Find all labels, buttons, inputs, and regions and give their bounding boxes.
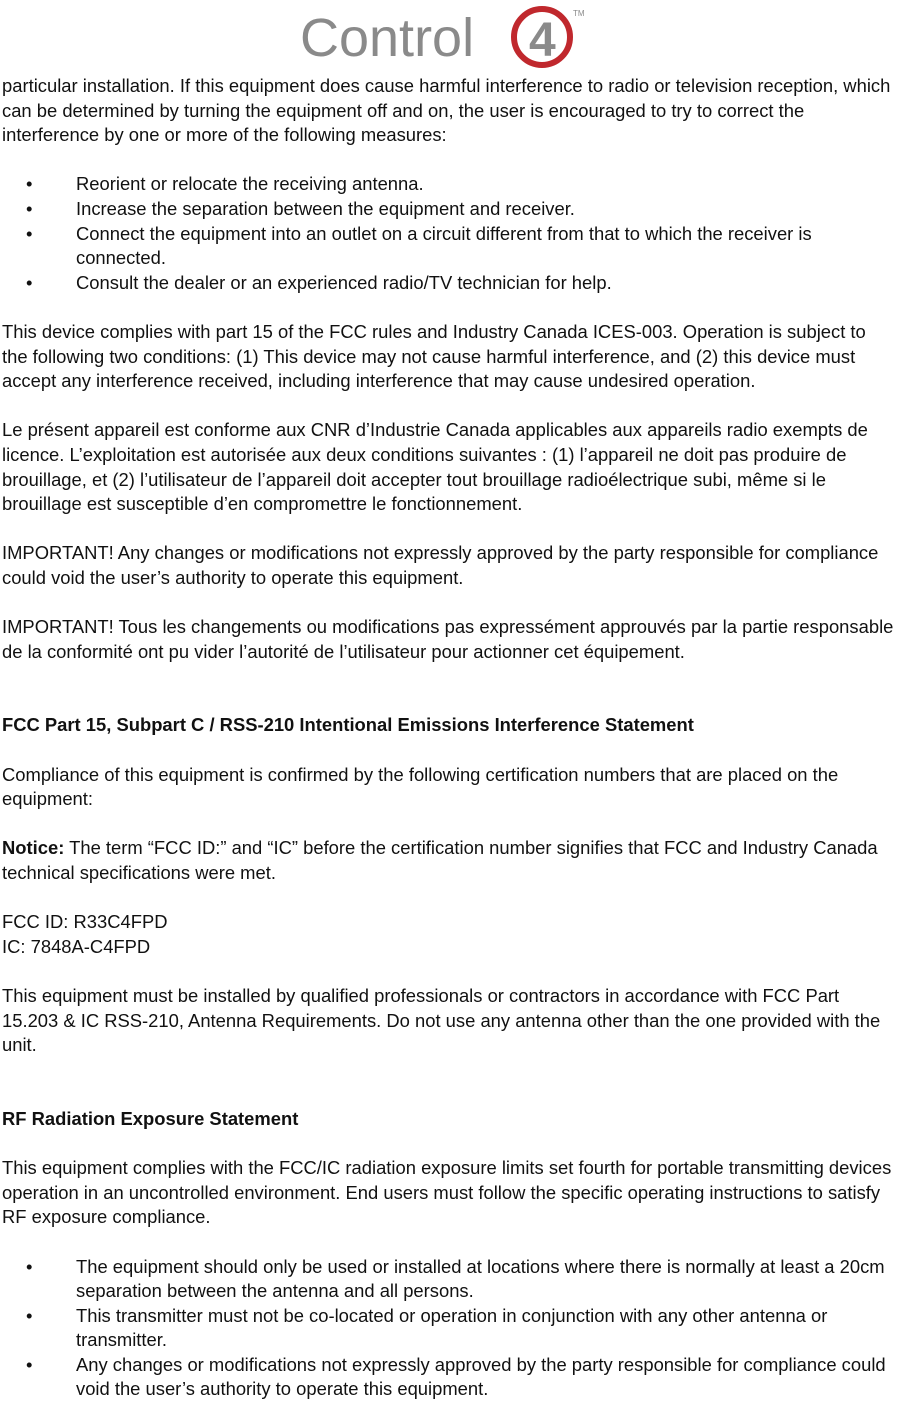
bullet-icon: • (26, 222, 33, 244)
list-item (2, 222, 895, 271)
measure-text: Connect the equipment into an outlet on a circuit different from that to which the receiver is connected. (76, 222, 812, 269)
bullet-icon: • (26, 1353, 33, 1375)
french-cnr-paragraph: Le présent appareil est conforme aux CNR d’Industrie Canada applicables aux appareils radio exempts de licence. L’exploitation est autorisée aux deux conditions suivantes : (1) l’appareil ne doit pas produire de brouillage, et (2) l’utilisateur de l’appareil doit accepter tout brouillage radioélectrique subi, même si le brouillage est susceptible d’en compromettre le fonctionnement. (2, 419, 868, 515)
bullet-icon: • (26, 173, 33, 195)
notice-paragraph (2, 836, 895, 885)
measure-text: Increase the separation between the equipment and receiver. (76, 197, 575, 219)
measure-text: Reorient or relocate the receiving antenna. (76, 173, 424, 195)
document-body (2, 74, 895, 1427)
list-item (2, 172, 895, 197)
bullet-icon: • (26, 197, 33, 219)
important-english-paragraph: IMPORTANT! Any changes or modifications not expressly approved by the party responsible for compliance could void the user’s authority to operate this equipment. (2, 542, 879, 588)
rf-intro-paragraph: This equipment complies with the FCC/IC radiation exposure limits set fourth for portable transmitting devices operation in an uncontrolled environment. End users must follow the specific operating instructions to satisfy RF exposure compliance. (2, 1157, 892, 1228)
bullet-icon: • (26, 271, 33, 293)
list-item (2, 271, 895, 296)
ic-id: IC: 7848A-C4FPD (2, 935, 151, 957)
logo-trademark: TM (573, 9, 585, 18)
important-french-paragraph: IMPORTANT! Tous les changements ou modifications pas expressément approuvés par la partie responsable de la conformité ont pu vider l’autorité de l’utilisateur pour actionner cet équipement. (2, 616, 894, 662)
list-item (2, 1353, 895, 1402)
rf-item-text: This transmitter must not be co-located or operation in conjunction with any other antenna or transmitter. (76, 1304, 828, 1351)
installation-paragraph: This equipment must be installed by qualified professionals or contractors in accordance with FCC Part 15.203 & IC RSS-210, Antenna Requirements. Do not use any antenna other than the one provided with the unit. (2, 984, 881, 1056)
section-spacer (2, 689, 895, 714)
interference-measures-list (2, 172, 895, 295)
control4-logo-graphic (300, 4, 600, 70)
fcc-section-heading: FCC Part 15, Subpart C / RSS-210 Intentional Emissions Interference Statement (2, 714, 694, 736)
fcc-certification-intro: Compliance of this equipment is confirmed by the following certification numbers that are placed on the equipment: (2, 763, 839, 810)
rf-item-text: Any changes or modifications not expressly approved by the party responsible for compliance could void the user’s authority to operate this equipment. (76, 1353, 886, 1400)
bullet-icon: • (26, 1304, 33, 1326)
rf-section-heading: RF Radiation Exposure Statement (2, 1107, 299, 1129)
fcc-id: FCC ID: R33C4FPD (2, 911, 168, 933)
rf-requirements-list (2, 1255, 895, 1403)
logo-four: 4 (529, 14, 556, 67)
section-spacer (2, 1082, 895, 1107)
list-item (2, 1304, 895, 1353)
notice-label: Notice: (2, 837, 65, 859)
control4-logo (300, 4, 600, 70)
rf-item-text: The equipment should only be used or installed at locations where there is normally at least a 20cm separation between the antenna and all persons. (76, 1255, 885, 1302)
measure-text: Consult the dealer or an experienced radio/TV technician for help. (76, 271, 612, 293)
certification-ids (2, 910, 895, 959)
list-item (2, 197, 895, 222)
intro-paragraph: particular installation. If this equipment does cause harmful interference to radio or television reception, which can be determined by turning the equipment off and on, the user is encouraged to try to correct the interference by one or more of the following measures: (2, 75, 891, 146)
bullet-icon: • (26, 1255, 33, 1277)
fcc-ices-paragraph: This device complies with part 15 of the FCC rules and Industry Canada ICES-003. Operation is subject to the following two conditions: (1) This device may not cause harmful interference, and (2) this device must accept any interference received, including interference that may cause undesired operation. (2, 320, 866, 392)
list-item (2, 1255, 895, 1304)
notice-text: The term “FCC ID:” and “IC” before the certification number signifies that FCC and Industry Canada technical specifications were met. (2, 837, 878, 883)
logo-wordmark: Control (300, 8, 475, 68)
